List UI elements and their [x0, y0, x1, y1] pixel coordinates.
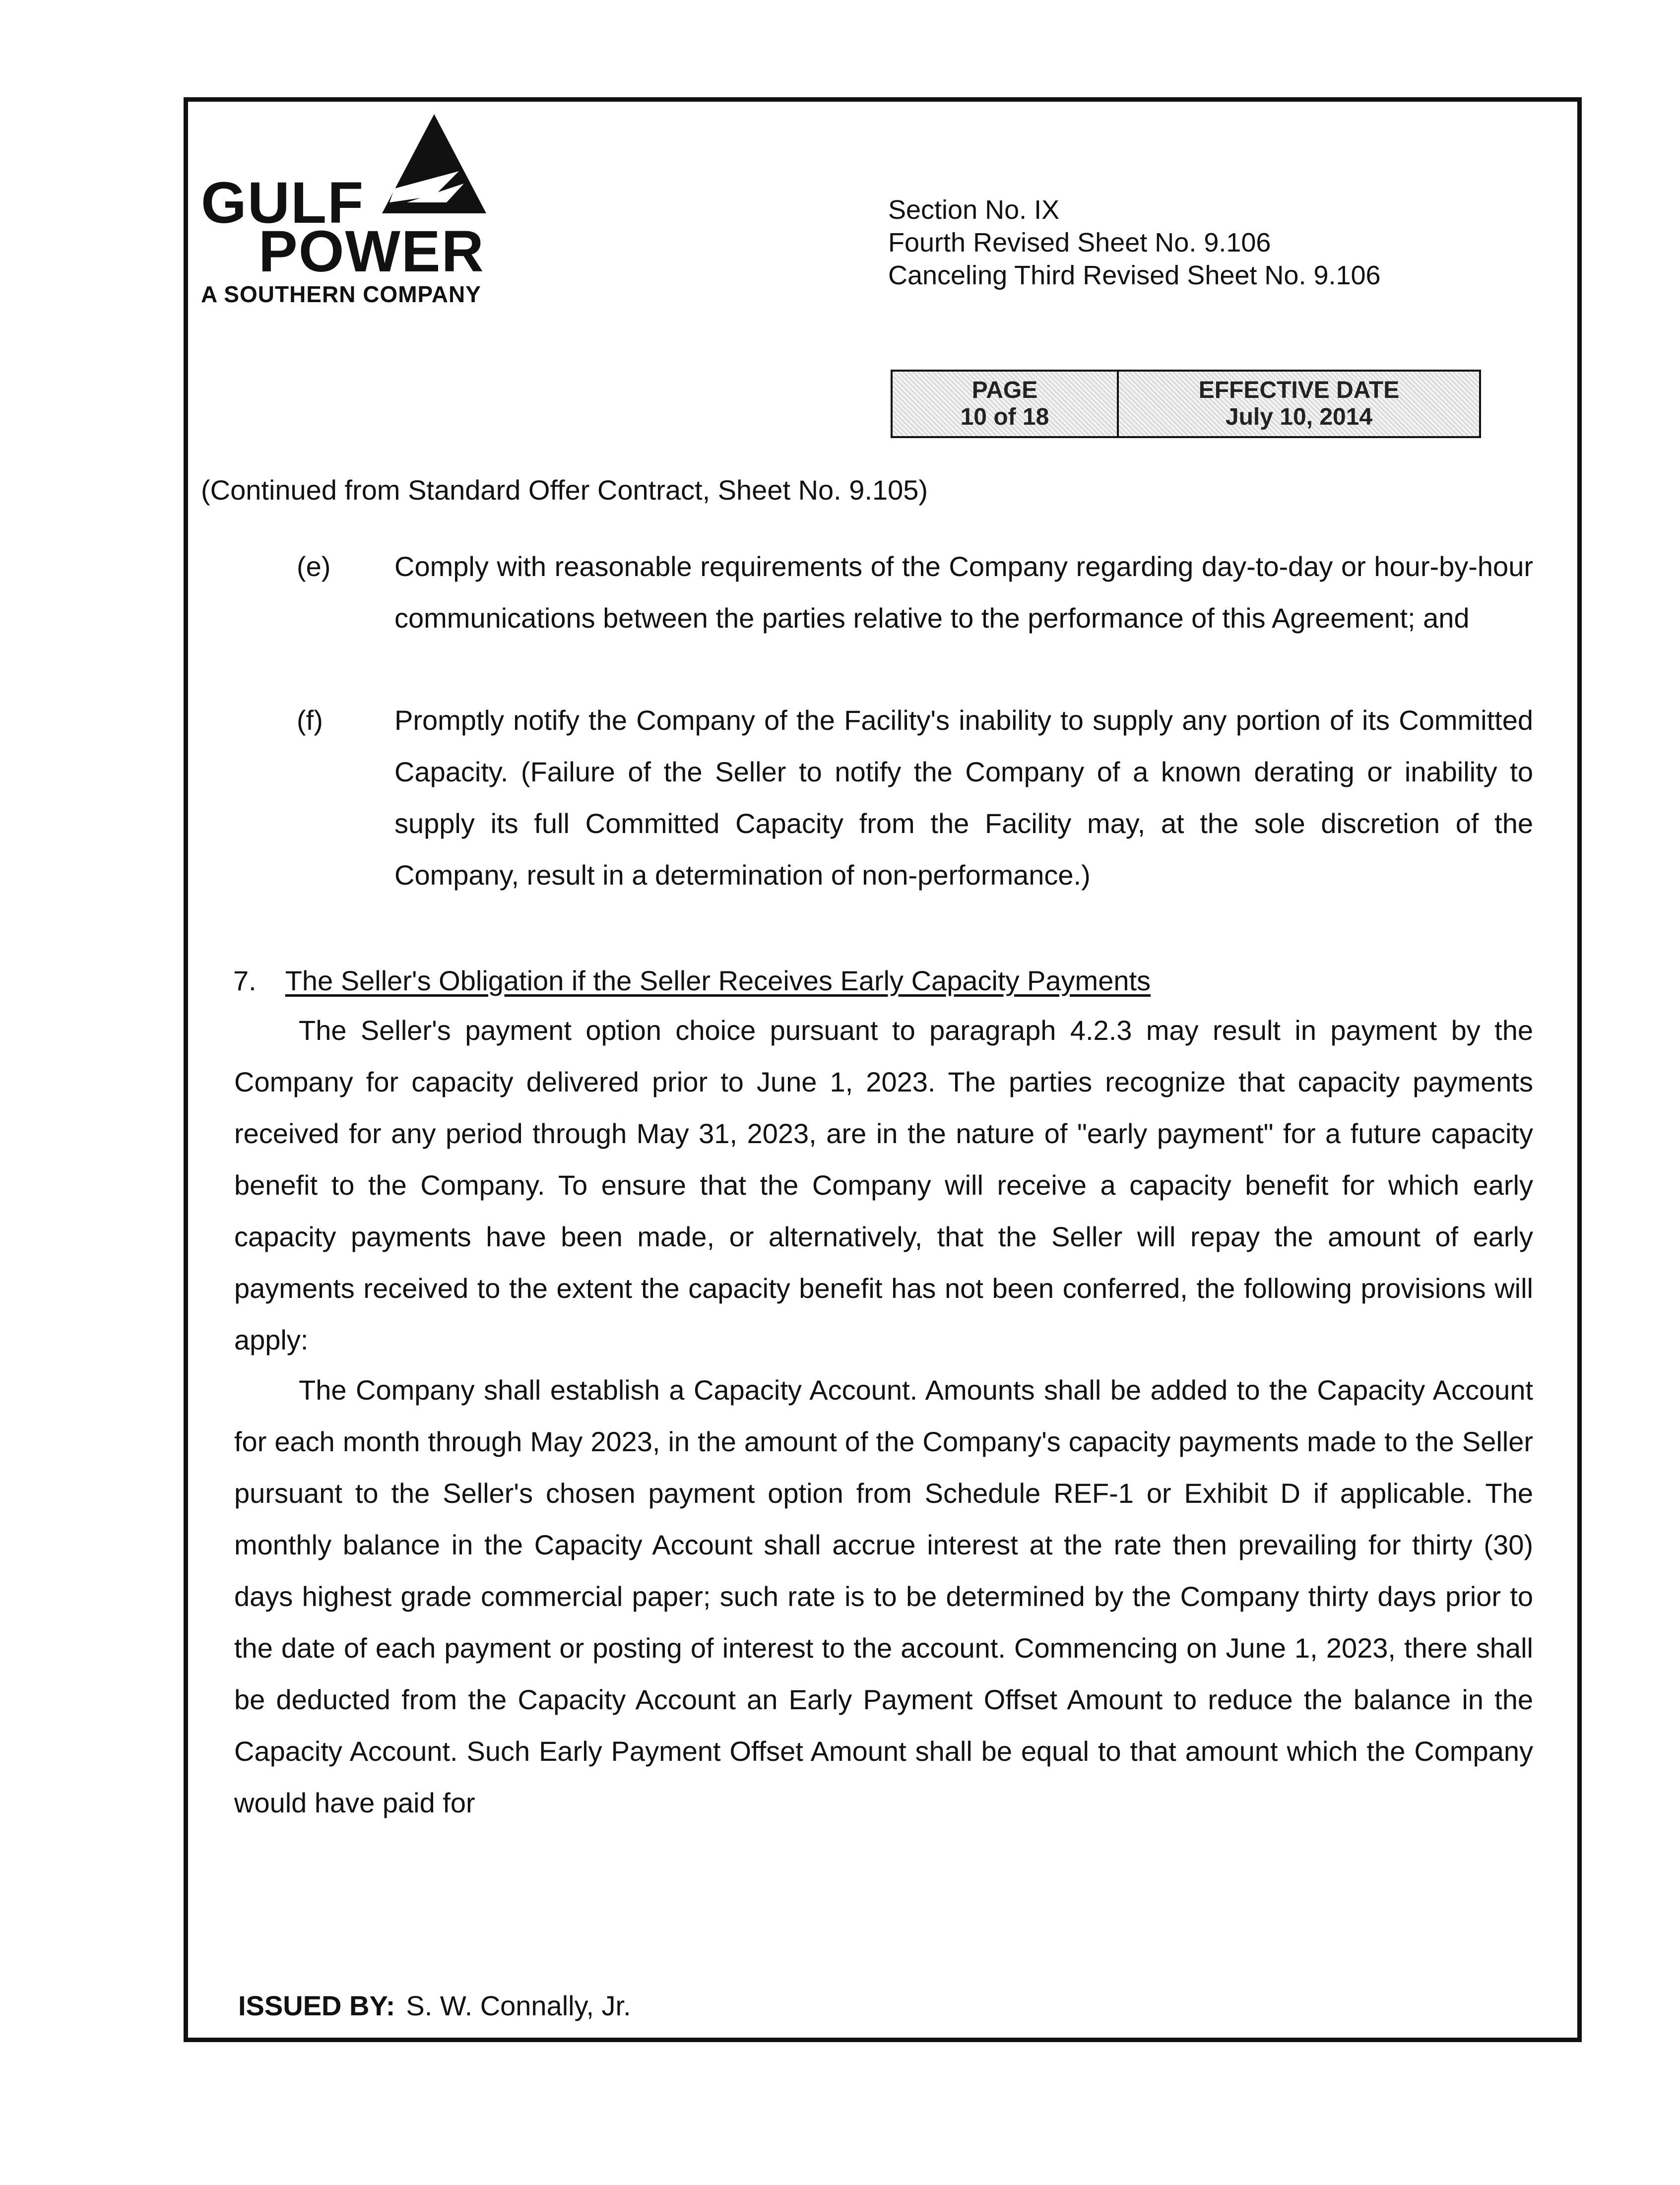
gulf-power-logo — [201, 114, 509, 313]
section-7-number: 7. — [233, 965, 257, 996]
item-text-f: Promptly notify the Company of the Facility's inability to supply any portion of its Committed Capacity. (Failure of the Seller to notify the Company of a known derating or inability to supply its full Committed Capacity from the Facility may, at the sole discretion of the Company, result in a determination of non-performance.) — [394, 705, 1533, 891]
section-number: Section No. IX — [888, 195, 1060, 225]
effective-date-value: July 10, 2014 — [1225, 404, 1373, 430]
issued-by-name: S. W. Connally, Jr. — [406, 1990, 631, 2021]
page-effective-stamp — [891, 370, 1481, 438]
section-7-heading — [233, 955, 1151, 1007]
section-7-paragraph-1: The Seller's payment option choice pursuant to paragraph 4.2.3 may result in payment by the Company for capacity delivered prior to June 1, 2023. The parties recognize that capacity payments received for any period through May 31, 2023, are in the nature of "early payment" for a future capacity benefit to the Company. To ensure that the Company will receive a capacity benefit for which early capacity payments have been made, or alternatively, that the Seller will repay the amount of early payments received to the extent the capacity benefit has not been conferred, the following provisions will apply: — [234, 1015, 1533, 1355]
issued-by — [238, 1990, 631, 2022]
section-7-paragraph-2: The Company shall establish a Capacity Account. Amounts shall be added to the Capacity Account for each month through May 2023, in the amount of the Company's capacity payments made to the Seller pursuant to the Seller's chosen payment option from Schedule REF-1 or Exhibit D if applicable. The monthly balance in the Capacity Account shall accrue interest at the rate then prevailing for thirty (30) days highest grade commercial paper; such rate is to be determined by the Company thirty days prior to the date of each payment or posting of interest to the account. Commencing on June 1, 2023, there shall be deducted from the Capacity Account an Early Payment Offset Amount to reduce the balance in the Capacity Account. Such Early Payment Offset Amount shall be equal to that amount which the Company would have paid for — [234, 1374, 1533, 1818]
issued-by-label: ISSUED BY: — [238, 1990, 395, 2021]
page-value: 10 of 18 — [960, 404, 1049, 430]
logo-southern-company: A SOUTHERN COMPANY — [201, 281, 481, 307]
sheet-number: Fourth Revised Sheet No. 9.106 — [888, 228, 1271, 257]
sheet-header — [888, 193, 1381, 292]
item-text-e: Comply with reasonable requirements of the Company regarding day-to-day or hour-by-hour communications between the parties relative to the performance of this Agreement; and — [394, 551, 1533, 634]
item-label-e: (e) — [297, 551, 331, 582]
page-label: PAGE — [971, 377, 1038, 403]
effective-date-cell — [1119, 372, 1479, 436]
triangle-logo-icon — [360, 114, 489, 223]
item-label-f: (f) — [297, 705, 323, 736]
continued-note: (Continued from Standard Offer Contract, Sheet No. 9.105) — [201, 474, 928, 506]
canceling-sheet: Canceling Third Revised Sheet No. 9.106 — [888, 260, 1381, 290]
logo-gulf: GULF — [201, 170, 365, 236]
effective-date-label: EFFECTIVE DATE — [1198, 377, 1400, 403]
section-7-title: The Seller's Obligation if the Seller Receives Early Capacity Payments — [285, 965, 1151, 996]
logo-power: POWER — [258, 219, 485, 284]
page-cell — [893, 372, 1119, 436]
